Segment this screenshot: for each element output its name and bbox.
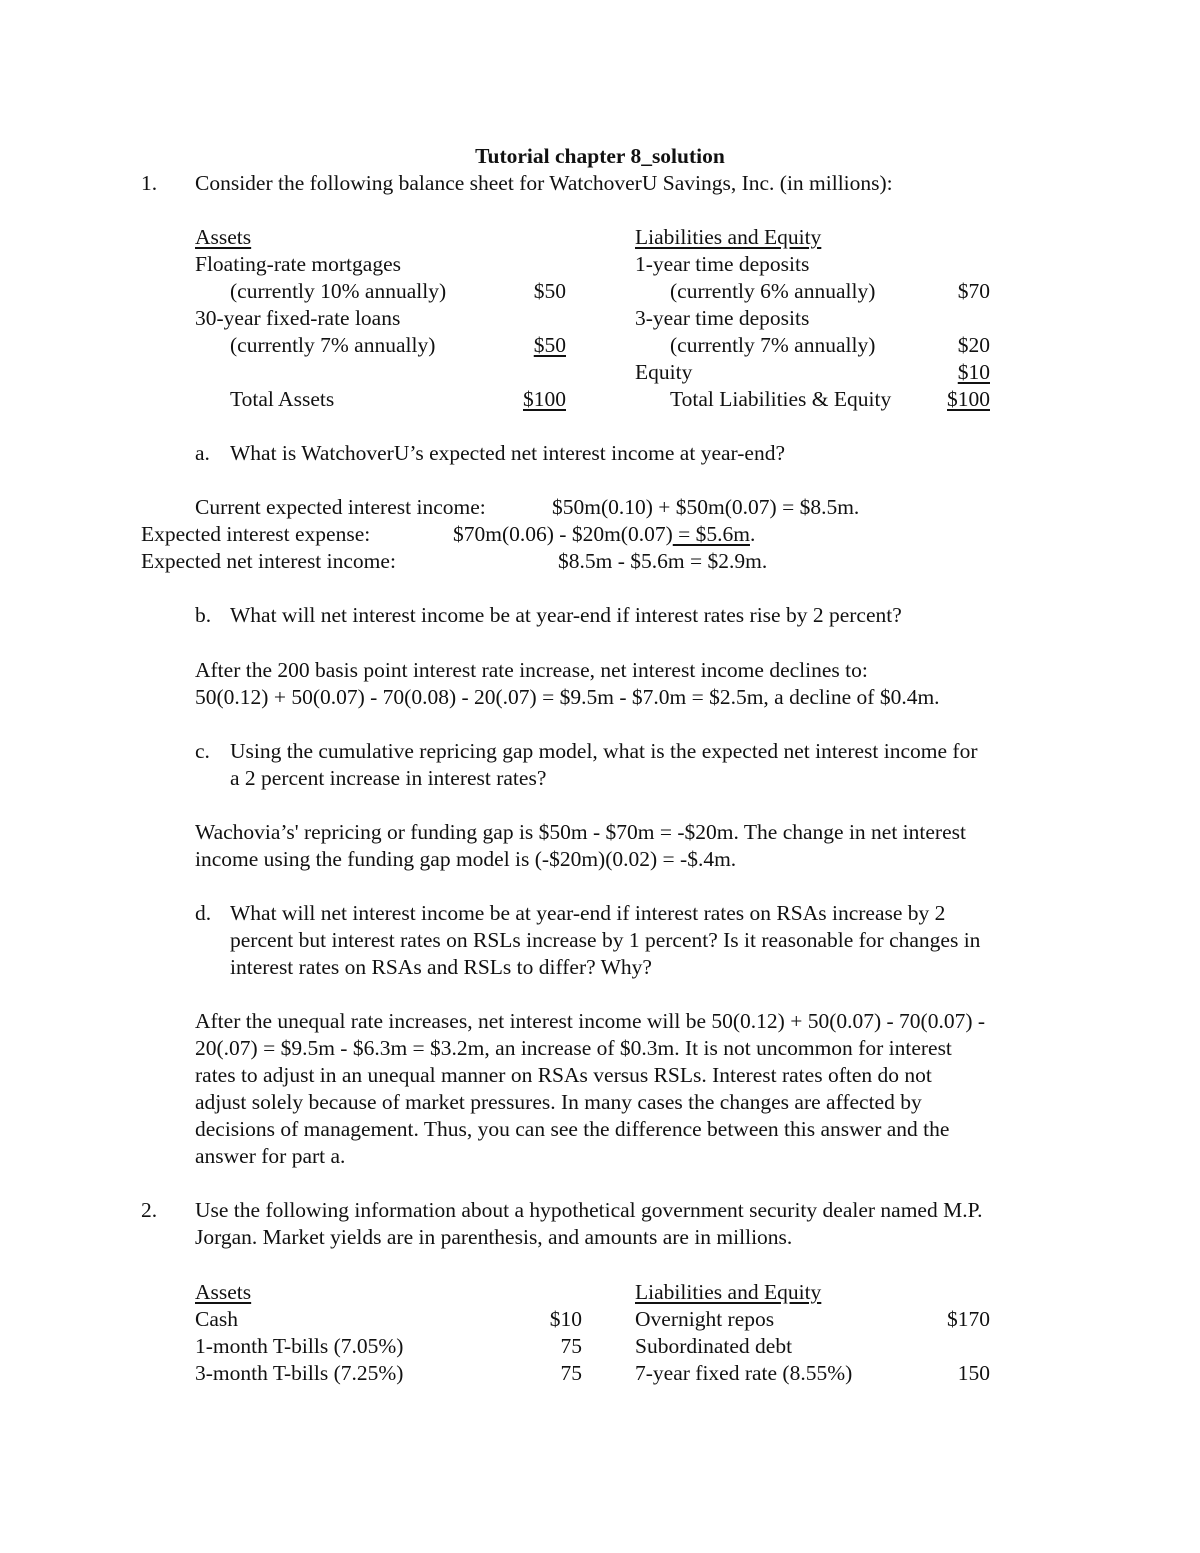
fixed-rate-value [486,332,566,359]
floating-rate-mortgages-label: Floating-rate mortgages [195,252,401,276]
part-d-answer-line-5: decisions of management. Thus, you can see the difference between this answer and the [195,1117,950,1141]
q2-asset-row-value: 75 [560,1334,582,1358]
part-b-answer-line-1: After the 200 basis point interest rate increase, net interest income declines to: [195,658,868,682]
part-d-question-line-2: percent but interest rates on RSLs increase by 1 percent? Is it reasonable for changes in [230,928,981,952]
part-d-answer-line-3: rates to adjust in an unequal manner on RSAs versus RSLs. Interest rates often do not [195,1063,932,1087]
q2-asset-row-value: $10 [549,1307,582,1331]
part-c-answer-line-1: Wachovia’s' repricing or funding gap is $50m - $70m = -$20m. The change in net interest [195,820,966,844]
q2-liability-row-label: Subordinated debt [635,1334,793,1358]
interest-income-label: Current expected interest income: [195,495,486,519]
interest-expense-calc-result: = $5.6m [672,522,750,546]
question-2-prompt-line-2: Jorgan. Market yields are in parenthesis, and amounts are in millions. [195,1225,793,1249]
floating-rate-value: $50 [533,279,566,303]
part-b-letter: b. [195,603,212,627]
part-a-question: What is WatchoverU’s expected net interest income at year-end? [230,441,786,465]
part-c-question-line-1: Using the cumulative repricing gap model, what is the expected net interest income for [230,739,978,763]
question-2-number: 2. [141,1198,158,1222]
total-assets-value-text: $100 [523,387,566,411]
q2-assets-header: Assets [195,1280,252,1304]
three-year-deposits-sub-label: (currently 7% annually) [670,333,876,357]
part-d-letter: d. [195,901,212,925]
part-b-question: What will net interest income be at year-end if interest rates rise by 2 percent? [230,603,902,627]
q2-liability-row-label: 7-year fixed rate (8.55%) [635,1361,853,1385]
q2-liabilities-header: Liabilities and Equity [635,1280,822,1304]
part-c-answer-line-2: income using the funding gap model is (-$20m)(0.02) = -$.4m. [195,847,737,871]
part-c-question-line-2: a 2 percent increase in interest rates? [230,766,547,790]
part-d-answer-line-4: adjust solely because of market pressures. In many cases the changes are affected by [195,1090,922,1114]
assets-header: Assets [195,225,252,249]
fixed-rate-value-text: $50 [533,333,566,357]
interest-expense-label: Expected interest expense: [141,522,371,546]
total-liabilities-value [900,386,990,413]
interest-expense-calc [453,521,755,548]
one-year-deposits-value: $70 [957,279,990,303]
part-d-answer-line-2: 20(.07) = $9.5m - $6.3m = $3.2m, an increase of $0.3m. It is not uncommon for interest [195,1036,952,1060]
fixed-rate-loans-label: 30-year fixed-rate loans [195,306,401,330]
total-assets-label: Total Assets [230,387,335,411]
total-assets-value [486,386,566,413]
part-d-question-line-1: What will net interest income be at year-end if interest rates on RSAs increase by 2 [230,901,946,925]
total-liabilities-label: Total Liabilities & Equity [670,387,892,411]
fixed-rate-sub-label: (currently 7% annually) [230,333,436,357]
interest-expense-calc-post: . [749,522,756,546]
net-interest-income-label: Expected net interest income: [141,549,396,573]
q2-liability-row-label: Overnight repos [635,1307,775,1331]
interest-expense-calc-pre: $70m(0.06) - $20m(0.07) [453,522,673,546]
q2-liability-row-value: 150 [957,1361,990,1385]
q2-asset-row-label: 1-month T-bills (7.05%) [195,1334,404,1358]
equity-value [900,359,990,386]
total-liabilities-value-text: $100 [947,387,990,411]
equity-label: Equity [635,360,693,384]
question-1-number: 1. [141,171,158,195]
equity-value-text: $10 [957,360,990,384]
q2-asset-row-value: 75 [560,1361,582,1385]
part-d-question-line-3: interest rates on RSAs and RSLs to differ? Why? [230,955,652,979]
net-interest-income-calc: $8.5m - $5.6m = $2.9m. [558,549,768,573]
part-d-answer-line-1: After the unequal rate increases, net interest income will be 50(0.12) + 50(0.07) - 70(0.07) - [195,1009,986,1033]
floating-rate-sub-label: (currently 10% annually) [230,279,447,303]
q2-asset-row-label: 3-month T-bills (7.25%) [195,1361,404,1385]
part-d-answer-line-6: answer for part a. [195,1144,346,1168]
q2-liability-row-value: $170 [947,1307,990,1331]
three-year-deposits-value: $20 [957,333,990,357]
liabilities-header: Liabilities and Equity [635,225,822,249]
page-title: Tutorial chapter 8_solution [475,144,725,168]
part-c-letter: c. [195,739,210,763]
three-year-deposits-label: 3-year time deposits [635,306,810,330]
one-year-deposits-sub-label: (currently 6% annually) [670,279,876,303]
interest-income-calc: $50m(0.10) + $50m(0.07) = $8.5m. [552,495,860,519]
part-b-answer-line-2: 50(0.12) + 50(0.07) - 70(0.08) - 20(.07) = $9.5m - $7.0m = $2.5m, a decline of $0.4m. [195,685,940,709]
one-year-deposits-label: 1-year time deposits [635,252,810,276]
question-2-prompt-line-1: Use the following information about a hypothetical government security dealer named M.P. [195,1198,983,1222]
part-a-letter: a. [195,441,210,465]
q2-asset-row-label: Cash [195,1307,238,1331]
question-1-prompt: Consider the following balance sheet for WatchoverU Savings, Inc. (in millions): [195,171,893,195]
